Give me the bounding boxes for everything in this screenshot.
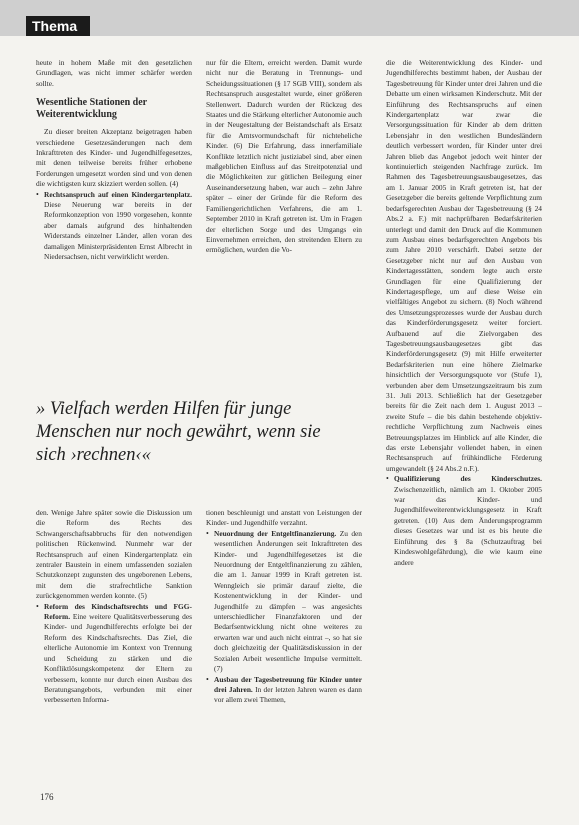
paragraph: die die Weiterentwicklung des Kinder- und Jugendhilferechts bestimmt haben, der Ausbau der Tagesbetreuung für Kinder unter drei Jahren und die Debatte um einen wirksamen Kinderschutz. Mit der Einführung des Rechtsanspruchs auf einen Kindergartenplatz war zwar die Versorgungssituation für Kinder ab dem dritten Lebensjahr in den westlichen Bundesländern deutlich verbessert worden, für Kinder unter drei Jahren blieb das Angebot jedoch weit hinter der kontinuierlich steigenden Nachfrage zurück. Im Rahmen des Tagesbetreuungsausbaugesetzes, das am 1. Januar 2005 in Kraft getreten ist, hat der Gesetzgeber die bereits geltende Verpflichtung zum bedarfsgerechten Ausbau der Tagesbetreuung (§ 24 Abs.2 a. F.) mit nachprüfbaren Bedarfskriterien unterlegt und damit den Druck auf die Kommunen zum Ausbau eines bedarfsgerechten Angebots bis zum Jahre 2010 verschärft. Dabei setzte der Gesetzgeber nicht nur auf den Ausbau von Kindertagesstätten, sondern legte auch erste Grundlagen für eine Qualifizierung der Kindertagespflege, um auf diese Weise ein vielfältiges Angebot zu sichern. (8) Noch während des Umsetzungsprozesses wurde der Ausbau durch das Kinderförderungsgesetz weiter forciert. Aufbauend auf die Zielvorgaben des Tagesbetreuungsausbaugesetzes gibt das Kinderförderungsgesetz (9) mit Hilfe erweiterter Bedarfskriterien nun eine höhere Zielmarke hinsichtlich der Versorgungsquote vor (Stufe 1), verbunden aber dem Umsetzungszeitraum bis zum 31. Juli 2013. Schließlich hat der Gesetzgeber bereits für die Zeit nach dem 1. August 2013 – zweite Stufe – die bis dahin bestehende objektiv-rechtliche Verpflichtung zum Nachweis eines Betreuungsplatzes im Hinblick auf alle Kinder, die das erste Lebensjahr vollendet haben, in einen Rechtsanspruch auf frühkindliche Förderung umgewandelt (§ 24 Abs.2 n.F.). — [386, 58, 542, 473]
column-2-top — [206, 58, 362, 332]
section-title: Thema — [26, 16, 90, 36]
list-item-title: Ausbau der Tagesbetreuung für Kinder unter drei Jahren. — [214, 674, 362, 694]
list-item-text: Eine weitere Qualitätsverbesserung des Kinder- und Jugendhilferechts erfolgte bei der Reform des Kindschaftsrechts. Das Ziel, die elterliche Autonomie im Kontext von Trennung und Scheidung zu stärken und die Konfliktlösungskompetenz der Eltern zu verbessern, konnte nur durch einen Ausbau des Beratungsangebots, verbunden mit einer verbesserten Informa- — [44, 612, 192, 705]
paragraph: heute in hohem Maße mit den gesetzlichen Grundlagen, was nicht immer schärfer werden sollte. — [36, 58, 192, 88]
subheading: Wesentliche Stationen der Weiterentwicklung — [36, 97, 147, 121]
list-item-text: Diese Neuerung war bereits in der Reformkonzeption von 1990 vorgesehen, konnte aber damals aufgrund des hinhaltenden Widerstands einzelner Länder, allen voran des damaligen Ministerpräsidenten Ernst Albrecht in Niedersachsen, nicht verwirklicht werden. — [44, 200, 192, 262]
paragraph: tionen beschleunigt und anstatt von Leistungen der Kinder- und Jugendhilfe verzahnt. — [206, 508, 362, 528]
list-item-title: Neuordnung der Entgeltfinanzierung. — [214, 528, 337, 538]
column-3 — [386, 58, 542, 798]
list-item-title: Qualifizierung des Kinderschutzes. — [394, 474, 542, 484]
column-1-bottom — [36, 508, 192, 792]
page-number: 176 — [40, 792, 54, 802]
column-1-top — [36, 58, 192, 332]
bullet-list — [206, 529, 362, 706]
column-2-bottom — [206, 508, 362, 792]
list-item-text: Zwischenzeitlich, nämlich am 1. Oktober 2005 war das Kinder- und Jugendhilfeweiterentwicklungsgesetz in Kraft getreten. (10) Aus dem Änderungsprogramm dieses Gesetzes war und ist es bis heute die Einführung des § 8a (Schutzauftrag bei Kindeswohlgefährdung), die wie kaum eine andere — [394, 484, 542, 567]
list-item — [214, 529, 362, 675]
paragraph: den. Wenige Jahre später sowie die Diskussion um die Reform des Rechts des Schwangerschaftsabbruchs für den notwendigen politischen Rückenwind. Nunmehr war der Rechtsanspruch auf einen Kindergartenplatz ein zentraler Baustein in einem umfassenden sozialen Schutzkonzept zugunsten des ungeborenen Lebens, mit dem die strafrechtliche Sanktion zurückgenommen werden konnte. (5) — [36, 508, 192, 601]
list-item-title: Reform des Kindschaftsrechts und FGG-Reform. — [44, 601, 192, 622]
list-item-title: Rechtsanspruch auf einen Kindergartenplatz. — [44, 189, 192, 199]
bullet-list — [36, 190, 192, 263]
pull-quote: » Vielfach werden Hilfen für junge Menschen nur noch gewährt, wenn sie sich ›rechnen‹« — [36, 399, 321, 465]
list-item-text: Zu den wesentlichen Änderungen seit Inkrafttreten des Kinder- und Jugendhilfegesetzes ist die Neuordnung der Entgeltfinanzierung zu zählen, die am 1. Januar 1999 in Kraft getreten ist. Wenngleich sie primär darauf zielte, die Kostenentwicklung in der Kinder- und Jugendhilfe zu dämpfen – was angesichts unterschiedlicher Finanzfaktoren und der Bedarfsentwicklung nicht ohne weiteres zu erwarten war und auch nicht eintrat –, so hat sie doch gleichzeitig der Qualitätsdiskussion in der Sozialen Arbeit wesentliche Impulse vermittelt. (7) — [214, 528, 362, 674]
paragraph: nur für die Eltern, erreicht werden. Damit wurde nicht nur die Beratung in Trennungs- und Scheidungssituationen (§ 17 SGB VIII), sondern als Rechtsanspruch ausgestaltet wurde, einer größeren Stellenwert. Dadurch wurden der Rückzug des Staates und die Stärkung elterlicher Autonomie auch in der Neugestaltung der Beistandschaft als Ersatz für die Amtsvormundschaft für nichteheliche Kinder. (6) Die Erfahrung, dass innerfamiliale Konflikte letztlich nicht justiziabel sind, aber einen maßgeblichen Einfluss auf das Streitpotenzial und die Möglichkeiten zur gütlichen Beilegung einer Auseinandersetzung haben, war auch – zehn Jahre später – einer der Gründe für die Reform des Familiengerichtlichen Verfahrens, die am 1. September 2010 in Kraft getreten ist. Um in Fragen der elterlichen Sorge und des Umgangs ein Einvernehmen erreichen, den streitenden Eltern zu ermöglichen, wurden die Vo- — [206, 58, 362, 255]
list-item-text: In der letzten Jahren waren es dann vor allem zwei Themen, — [214, 684, 362, 705]
bullet-list — [386, 474, 542, 568]
list-item — [44, 602, 192, 706]
header-bar — [0, 0, 579, 36]
list-item — [44, 190, 192, 263]
list-item — [214, 675, 362, 706]
bullet-list — [36, 602, 192, 706]
paragraph: Zu dieser breiten Akzeptanz beigetragen haben verschiedene Gesetzesänderungen nach dem Inkrafttreten des Kinder- und Jugendhilfegesetzes, mit denen teilweise bereits früher erhobene Forderungen umgesetzt worden sind und von denen die wichtigsten kurz skizziert werden sollen. (4) — [36, 127, 192, 189]
list-item — [394, 474, 542, 568]
